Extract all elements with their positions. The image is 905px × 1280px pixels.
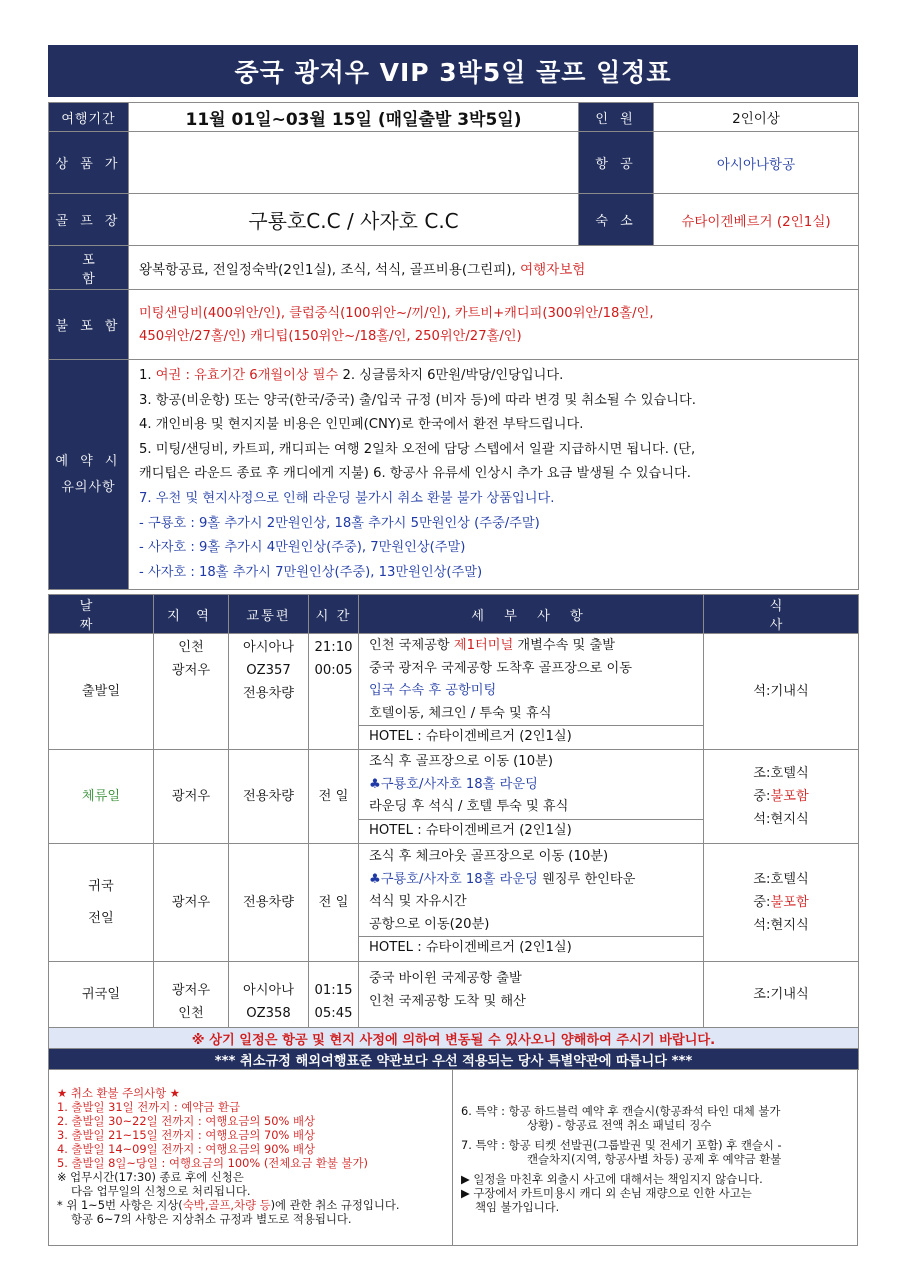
include-insurance: 여행자보험 [520, 261, 586, 278]
people-label: 인 원 [579, 103, 654, 132]
day-meal: 조:기내식 [704, 962, 859, 1028]
exclude-value [129, 290, 859, 360]
note-line-5: 캐디팁은 라운드 종료 후 캐디에게 지불) 6. 항공사 유류세 인상시 추가 요금 발생될 수 있습니다. [139, 466, 691, 482]
hotel-line: HOTEL : 슈타이겐베르거 (2인1실) [359, 725, 703, 749]
day-name: 귀국 전일 [49, 844, 154, 962]
note-line-7: - 구룡호 : 9홀 추가시 2만원인상, 18홀 추가시 5만원인상 (주중/주말) [139, 515, 540, 531]
notes-label-2: 유의사항 [61, 479, 116, 495]
schedule-row-day1 [49, 634, 859, 750]
day-time: 21:10 00:05 [309, 634, 359, 750]
note-line-8: - 사자호 : 9홀 추가시 4만원인상(주중), 7만원인상(주말) [139, 540, 466, 556]
header-transport: 교통편 [229, 595, 309, 634]
note-line-9: - 사자호 : 18홀 추가시 7만원인상(주중), 13만원인상(주말) [139, 564, 483, 580]
header-details: 세 부 사 항 [359, 595, 704, 634]
passport-warning: 여권 : 유효기간 6개월이상 필수 [155, 368, 339, 383]
include-label: 포 함 [49, 246, 129, 290]
airline-label: 항 공 [579, 132, 654, 194]
cancellation-rules: ★ 취소 환불 주의사항 ★ 1. 출발일 31일 전까지 : 예약금 환급 2. 출발일 30~22일 전까지 : 여행요금의 50% 배상 3. 출발일 21~15일 전까지 : 여행요금의 70% 배상 4. 출발일 14~09일 전까지 : 여행요금의 90% 배상 5. 출발일 8일~당일 : 여행요금의 100% (전체요금 환불 불가) ※ 업무시간(17:30) 종료 후에 신청은 다음 업무일의 신청으로 처리됩니다. * 위 1~5번 사항은 지상(숙박,골프,차량 등)에 관한 취소 규정입니다. 항공 6~7의 사항은 지상취소 규정과 별도로 적용됩니다. [49, 1070, 453, 1245]
hotel-line: HOTEL : 슈타이겐베르거 (2인1실) [359, 819, 703, 843]
golf-label: 골 프 장 [49, 194, 129, 246]
day-region: 인천 광저우 [154, 634, 229, 750]
header-time: 시 간 [309, 595, 359, 634]
page-title: 중국 광저우 VIP 3박5일 골프 일정표 [48, 45, 858, 97]
day-transport: 아시아나 OZ357 전용차량 [229, 634, 309, 750]
golf-round: ♣구룡호/사자호 18홀 라운딩 [369, 776, 538, 792]
header-date: 날 짜 [49, 595, 154, 634]
price-label: 상 품 가 [49, 132, 129, 194]
period-value: 11월 01일~03월 15일 (매일출발 3박5일) [129, 103, 579, 132]
notes-content [129, 360, 859, 590]
golf-round: ♣구룡호/사자호 18홀 라운딩 [369, 871, 538, 887]
day-activities: 조식 후 체크아웃 골프장으로 이동 (10분) ♣구룡호/사자호 18홀 라운딩 웬징루 한인타운 석식 및 자유시간 공항으로 이동(20분) HOTEL : 슈타이겐베르거 (2인1실) [359, 844, 704, 962]
day-name: 출발일 [49, 634, 154, 750]
day-activities: 조식 후 골프장으로 이동 (10분) ♣구룡호/사자호 18홀 라운딩 라운딩 후 석식 / 호텔 투숙 및 휴식 HOTEL : 슈타이겐베르거 (2인1실) [359, 750, 704, 844]
itinerary-page [48, 45, 858, 1246]
day-transport: 아시아나 OZ358 [229, 962, 309, 1028]
day-activities: 중국 바이윈 국제공항 출발 인천 국제공항 도착 및 해산 [359, 962, 704, 1028]
day-meal: 조:호텔식 중:불포함 석:현지식 [704, 750, 859, 844]
notes-label [49, 360, 129, 590]
note-line-1: 1. 여권 : 유효기간 6개월이상 필수 2. 싱글룸차지 6만원/박당/인당입니다. [139, 368, 564, 383]
note-line-4: 5. 미팅/샌딩비, 카트피, 캐디피는 여행 2일차 오전에 담당 스텝에서 일괄 지급하시면 됩니다. (단, [139, 441, 696, 457]
day-time: 전 일 [309, 844, 359, 962]
cancel-title: ★ 취소 환불 주의사항 ★ [57, 1086, 180, 1101]
day-transport: 전용차량 [229, 750, 309, 844]
day-activities: 인천 국제공항 제1터미널 개별수속 및 출발 중국 광저우 국제공항 도착후 골프장으로 이동 입국 수속 후 공항미팅 호텔이동, 체크인 / 투숙 및 휴식 HOTEL : 슈타이겐베르거 (2인1실) [359, 634, 704, 750]
header-meal: 식 사 [704, 595, 859, 634]
note-line-3: 4. 개인비용 및 현지지불 비용은 인민폐(CNY)로 한국에서 환전 부탁드립니다. [139, 417, 584, 433]
special-terms: 6. 특약 : 항공 하드블럭 예약 후 캔슬시(항공좌석 타인 대체 불가 상황) - 항공료 전액 취소 패널티 징수 7. 특약 : 항공 티켓 선발권(그룹발권 및 전세기 포함) 후 캔슬시 - 캔슬차지(지역, 항공사별 차등) 공제 후 예약금 환불 ▶ 일정을 마친후 외출시 사고에 대해서는 책임지지 않습니다. ▶ 구장에서 카트미용시 캐디 외 손님 재량으로 인한 사고는 책임 불가입니다. [461, 1104, 782, 1215]
day-region: 광저우 [154, 844, 229, 962]
notes-label-1: 예 약 시 [55, 453, 122, 469]
include-value [129, 246, 859, 290]
cancellation-section [48, 1070, 858, 1246]
day-meal: 석:기내식 [704, 634, 859, 750]
hotel-line: HOTEL : 슈타이겐베르거 (2인1실) [359, 936, 703, 960]
note-line-2: 3. 항공(비운항) 또는 양국(한국/중국) 출/입국 규정 (비자 등)에 따라 변경 및 취소될 수 있습니다. [139, 392, 696, 408]
hotel-label: 숙 소 [579, 194, 654, 246]
schedule-change-notice: ※ 상기 일정은 항공 및 현지 사정에 의하여 변동될 수 있사오니 양해하여 주시기 바랍니다. [49, 1028, 859, 1049]
day-transport: 전용차량 [229, 844, 309, 962]
exclude-line: 450위안/27홀/인) 캐디팁(150위안~/18홀/인, 250위안/27홀/인) [139, 328, 522, 344]
airline-value: 아시아나항공 [654, 132, 859, 194]
day-name: 귀국일 [49, 962, 154, 1028]
day-meal: 조:호텔식 중:불포함 석:현지식 [704, 844, 859, 962]
golf-value: 구룡호C.C / 사자호 C.C [129, 194, 579, 246]
hotel-value: 슈타이겐베르거 (2인1실) [654, 194, 859, 246]
day-region: 광저우 인천 [154, 962, 229, 1028]
day-region: 광저우 [154, 750, 229, 844]
schedule-row-day3 [49, 844, 859, 962]
exclude-line: 미팅샌딩비(400위안/인), 클럽중식(100위안~/끼/인), 카트비+캐디피(300위안/18홀/인, [139, 305, 654, 321]
schedule-row-day2 [49, 750, 859, 844]
schedule-row-day4 [49, 962, 859, 1028]
day-time: 전 일 [309, 750, 359, 844]
period-label: 여행기간 [49, 103, 129, 132]
terminal-highlight: 제1터미널 [453, 638, 514, 654]
note-line-6: 7. 우천 및 현지사정으로 인해 라운딩 불가시 취소 환불 불가 상품입니다. [139, 490, 555, 506]
exclude-label: 불 포 함 [49, 290, 129, 360]
cancel-policy-notice: *** 취소규정 해외여행표준 약관보다 우선 적용되는 당사 특별약관에 따릅니다 *** [49, 1049, 859, 1070]
include-text: 왕복항공료, 전일정숙박(2인1실), 조식, 석식, 골프비용(그린피), [139, 261, 516, 278]
schedule-table [48, 594, 859, 1070]
price-value [129, 132, 579, 194]
day-name: 체류일 [49, 750, 154, 844]
header-region: 지 역 [154, 595, 229, 634]
people-value: 2인이상 [654, 103, 859, 132]
day-time: 01:15 05:45 [309, 962, 359, 1028]
info-table [48, 102, 859, 590]
